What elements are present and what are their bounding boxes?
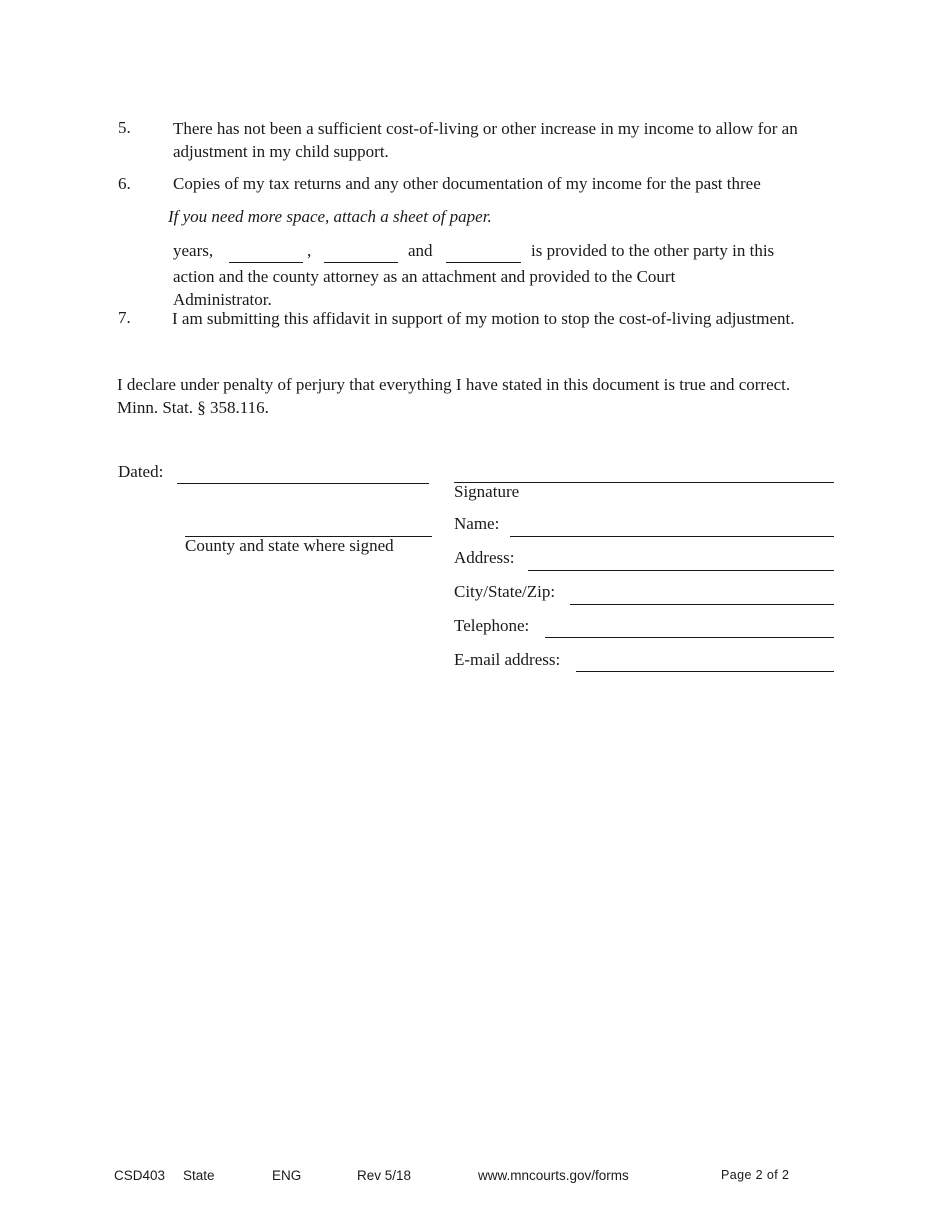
and-label: and <box>408 241 433 260</box>
footer-language: ENG <box>272 1168 302 1183</box>
county-state-label: County and state where signed <box>185 536 394 555</box>
name-label: Name: <box>454 514 500 533</box>
city-state-zip-field[interactable] <box>570 604 834 605</box>
years-label: years, <box>173 241 214 260</box>
footer-page-number: Page 2 of 2 <box>721 1168 790 1182</box>
item-6-continued: action and the county attorney as an attachment and provided to the Court Administrator. <box>173 267 676 309</box>
telephone-field[interactable] <box>545 637 834 638</box>
name-field[interactable] <box>510 536 834 537</box>
item-5-text: There has not been a sufficient cost-of-living or other increase in my income to allow for an adjustment in my child support. <box>173 119 798 161</box>
year-1-field[interactable] <box>229 262 303 263</box>
perjury-declaration: I declare under penalty of perjury that everything I have stated in this document is true and correct. Minn. Stat. § 358.116. <box>117 375 791 417</box>
signature-label: Signature <box>454 482 520 501</box>
email-field[interactable] <box>576 671 834 672</box>
year-2-field[interactable] <box>324 262 398 263</box>
footer-url[interactable]: www.mncourts.gov/forms <box>478 1168 629 1183</box>
space-note: If you need more space, attach a sheet of paper. <box>168 207 492 226</box>
comma-separator: , <box>307 241 312 260</box>
item-7-number: 7. <box>118 308 131 327</box>
item-5-number: 5. <box>118 118 131 137</box>
footer-revision: Rev 5/18 <box>357 1168 412 1183</box>
telephone-label: Telephone: <box>454 616 530 635</box>
city-state-zip-label: City/State/Zip: <box>454 582 556 601</box>
item-7-text: I am submitting this affidavit in support of my motion to stop the cost-of-living adjustment. <box>172 309 795 328</box>
item-6-number: 6. <box>118 174 131 193</box>
address-label: Address: <box>454 548 515 567</box>
footer-state: State <box>183 1168 215 1183</box>
address-field[interactable] <box>528 570 834 571</box>
provided-text: is provided to the other party in this <box>531 241 775 260</box>
dated-label: Dated: <box>118 462 164 481</box>
email-label: E-mail address: <box>454 650 561 669</box>
footer-form-id: CSD403 <box>114 1168 166 1183</box>
item-6-text: Copies of my tax returns and any other documentation of my income for the past three <box>173 174 761 193</box>
dated-field[interactable] <box>177 483 429 484</box>
year-3-field[interactable] <box>446 262 521 263</box>
